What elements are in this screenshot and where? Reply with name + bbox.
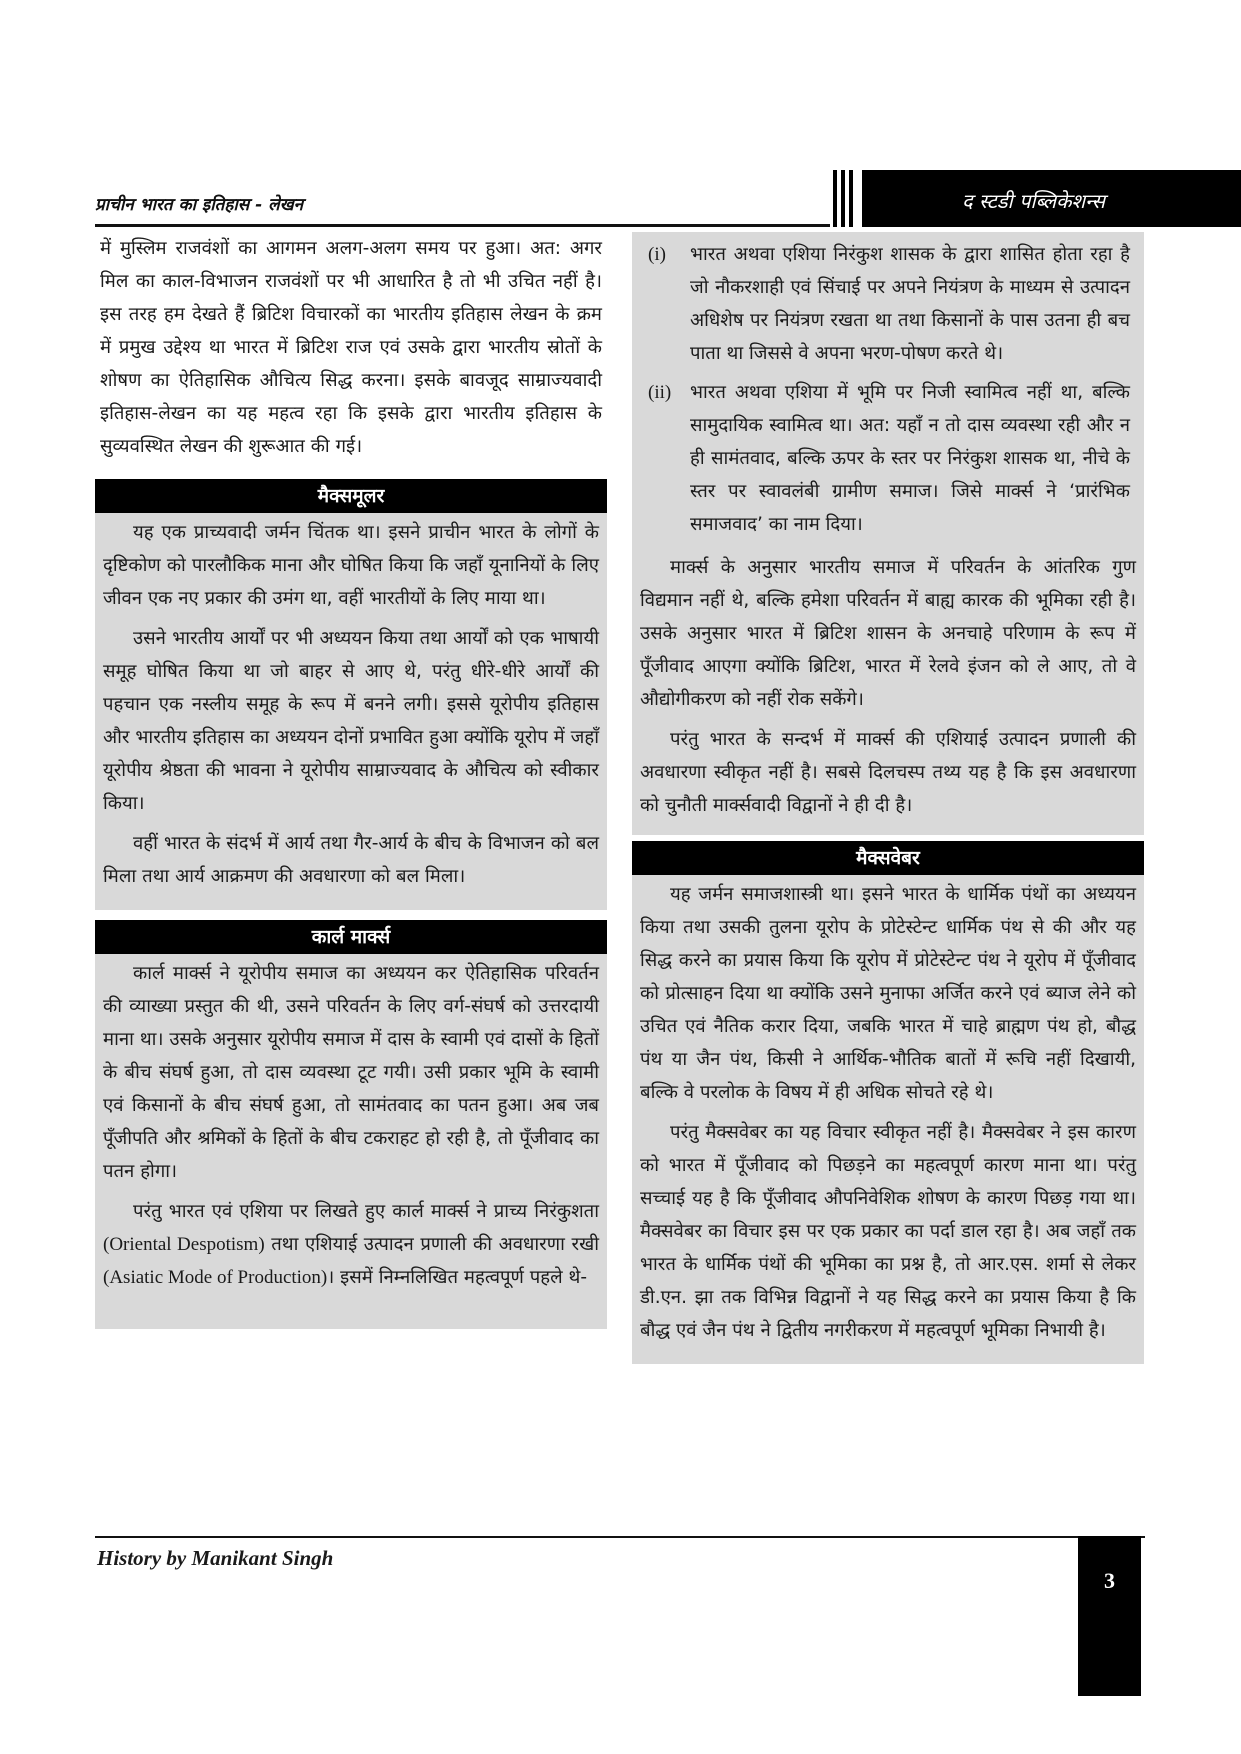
list-text: भारत अथवा एशिया निरंकुश शासक के द्वारा शासित होता रहा है जो नौकरशाही एवं सिंचाई पर अपने नियंत्रण के माध्यम से उत्पादन अधिशेष पर नियंत्रण रखता था तथा किसानों के पास उतना ही बच पाता था जिससे वे अपना भरण-पोषण करते थे।	[690, 244, 1130, 364]
publisher-name: द स्टडी पब्लिकेशन्स	[962, 189, 1106, 213]
section-body-maxmuller	[95, 513, 607, 910]
section-body-karl-marx	[95, 954, 607, 1329]
section-heading-karl-marx: कार्ल मार्क्स	[95, 920, 607, 954]
text-fragment: परंतु भारत एवं एशिया पर लिखते हुए कार्ल मार्क्स ने प्राच्य निरंकुशता	[133, 1201, 599, 1222]
list-text: भारत अथवा एशिया में भूमि पर निजी स्वामित्व नहीं था, बल्कि सामुदायिक स्वामित्व था। अत: यहाँ न तो दास व्यवस्था रही और न ही सामंतवाद, बल्कि ऊपर के स्तर पर निरंकुश शासक था, नीचे के स्तर पर स्वावलंबी ग्रामीण समाज। जिसे मार्क्स ने ‘प्रारंभिक समाजवाद’ का नाम दिया।	[690, 382, 1130, 535]
header-stripes-decoration	[833, 170, 861, 227]
english-term: (Oriental Despotism)	[103, 1234, 265, 1255]
footer-rule	[95, 1536, 1145, 1538]
paragraph: वहीं भारत के संदर्भ में आर्य तथा गैर-आर्य के बीच के विभाजन को बल मिला तथा आर्य आक्रमण की अवधारणा को बल मिला।	[103, 833, 599, 887]
list-item	[648, 376, 1130, 541]
text-fragment: तथा एशियाई उत्पादन प्रणाली की अवधारणा रखी	[264, 1234, 600, 1255]
marx-continuation-block	[632, 232, 1144, 835]
list-number: (ii)	[648, 382, 672, 403]
intro-paragraph: में मुस्लिम राजवंशों का आगमन अलग-अलग समय पर हुआ। अत: अगर मिल का काल-विभाजन राजवंशों पर भी आधारित है तो भी उचित नहीं है। इस तरह हम देखते हैं ब्रिटिश विचारकों का भारतीय इतिहास लेखन के क्रम में प्रमुख उद्देश्य था भारत में ब्रिटिश राज एवं उसके द्वारा भारतीय स्रोतों के शोषण का ऐतिहासिक औचित्य सिद्ध करना। इसके बावजूद साम्राज्यवादी इतिहास-लेखन का यह महत्व रहा कि इसके द्वारा भारतीय इतिहास के सुव्यवस्थित लेखन की शुरूआत की गई।	[100, 238, 602, 457]
text-fragment: । इसमें निम्नलिखित महत्वपूर्ण पहले थे-	[327, 1267, 588, 1288]
right-column	[632, 232, 1144, 1364]
running-title: प्राचीन भारत का इतिहास - लेखन	[95, 195, 304, 215]
page-number: 3	[1104, 1568, 1115, 1593]
page-number-box	[1078, 1536, 1141, 1696]
paragraph: कार्ल मार्क्स ने यूरोपीय समाज का अध्ययन कर ऐतिहासिक परिवर्तन की व्याख्या प्रस्तुत की थी, उसने परिवर्तन के लिए वर्ग-संघर्ष को उत्तरदायी माना था। उसके अनुसार यूरोपीय समाज में दास के स्वामी एवं दासों के हितों के बीच संघर्ष हुआ, तो दास व्यवस्था टूट गयी। उसी प्रकार भूमि के स्वामी एवं किसानों के बीच संघर्ष हुआ, तो सामंतवाद का पतन हुआ। अब जब पूँजीपति और श्रमिकों के हितों के बीच टकराहट हो रही है, तो पूँजीवाद का पतन होगा।	[103, 963, 599, 1182]
header-rule	[95, 224, 830, 227]
list-number: (i)	[648, 244, 666, 265]
closing-paragraph	[103, 1195, 599, 1294]
paragraph: परंतु भारत के सन्दर्भ में मार्क्स की एशियाई उत्पादन प्रणाली की अवधारणा स्वीकृत नहीं है। सबसे दिलचस्प तथ्य यह है कि इस अवधारणा को चुनौती मार्क्सवादी विद्वानों ने ही दी है।	[640, 729, 1136, 816]
paragraph: यह जर्मन समाजशास्त्री था। इसने भारत के धार्मिक पंथों का अध्ययन किया तथा उसकी तुलना यूरोप के प्रोटेस्टेन्ट धार्मिक पंथ से की और यह सिद्ध करने का प्रयास किया कि यूरोप में प्रोटेस्टेन्ट पंथ ने यूरोप में पूँजीवाद को प्रोत्साहन दिया था क्योंकि उसने मुनाफा अर्जित करने एवं ब्याज लेने को उचित एवं नैतिक करार दिया, जबकि भारत में चाहे ब्राह्मण पंथ हो, बौद्ध पंथ या जैन पंथ, किसी ने आर्थिक-भौतिक बातों में रूचि नहीं दिखायी, बल्कि वे परलोक के विषय में ही अधिक सोचते रहे थे।	[640, 884, 1136, 1103]
left-column	[95, 232, 607, 1329]
section-heading-maxmuller: मैक्समूलर	[95, 479, 607, 513]
marx-points-list	[640, 232, 1136, 551]
paragraph: मार्क्स के अनुसार भारतीय समाज में परिवर्तन के आंतरिक गुण विद्यमान नहीं थे, बल्कि हमेशा परिवर्तन में बाह्य कारक की भूमिका रही है। उसके अनुसार भारत में ब्रिटिश शासन के अनचाहे परिणाम के रूप में पूँजीवाद आएगा क्योंकि ब्रिटिश, भारत में रेलवे इंजन को ले आए, तो वे औद्योगीकरण को नहीं रोक सकेंगे।	[640, 557, 1136, 710]
section-body-max-weber	[632, 875, 1144, 1364]
publisher-banner	[862, 170, 1241, 227]
section-heading-max-weber: मैक्सवेबर	[632, 841, 1144, 875]
paragraph: उसने भारतीय आर्यों पर भी अध्ययन किया तथा आर्यों को एक भाषायी समूह घोषित किया था जो बाहर से आए थे, परंतु धीरे-धीरे आर्यों की पहचान एक नस्लीय समूह के रूप में बनने लगी। इससे यूरोपीय इतिहास और भारतीय इतिहास का अध्ययन दोनों प्रभावित हुआ क्योंकि यूरोप में जहाँ यूरोपीय श्रेष्ठता की भावना ने यूरोपीय साम्राज्यवाद के औचित्य को स्वीकार किया।	[103, 628, 599, 814]
list-item	[648, 238, 1130, 370]
english-term: (Asiatic Mode of Production)	[103, 1267, 328, 1288]
footer-author: History by Manikant Singh	[97, 1546, 334, 1570]
intro-block	[95, 232, 607, 463]
paragraph: परंतु मैक्सवेबर का यह विचार स्वीकृत नहीं है। मैक्सवेबर ने इस कारण को भारत में पूँजीवाद को पिछड़ने का महत्वपूर्ण कारण माना था। परंतु सच्चाई यह है कि पूँजीवाद औपनिवेशिक शोषण के कारण पिछड़ गया था। मैक्सवेबर का विचार इस पर एक प्रकार का पर्दा डाल रहा है। अब जहाँ तक भारत के धार्मिक पंथों की भूमिका का प्रश्न है, तो आर.एस. शर्मा से लेकर डी.एन. झा तक विभिन्न विद्वानों ने यह सिद्ध करने का प्रयास किया है कि बौद्ध एवं जैन पंथ ने द्वितीय नगरीकरण में महत्वपूर्ण भूमिका निभायी है।	[640, 1122, 1136, 1341]
paragraph: यह एक प्राच्यवादी जर्मन चिंतक था। इसने प्राचीन भारत के लोगों के दृष्टिकोण को पारलौकिक माना और घोषित किया कि जहाँ यूनानियों के लिए जीवन एक नए प्रकार की उमंग था, वहीं भारतीयों के लिए माया था।	[103, 522, 599, 609]
